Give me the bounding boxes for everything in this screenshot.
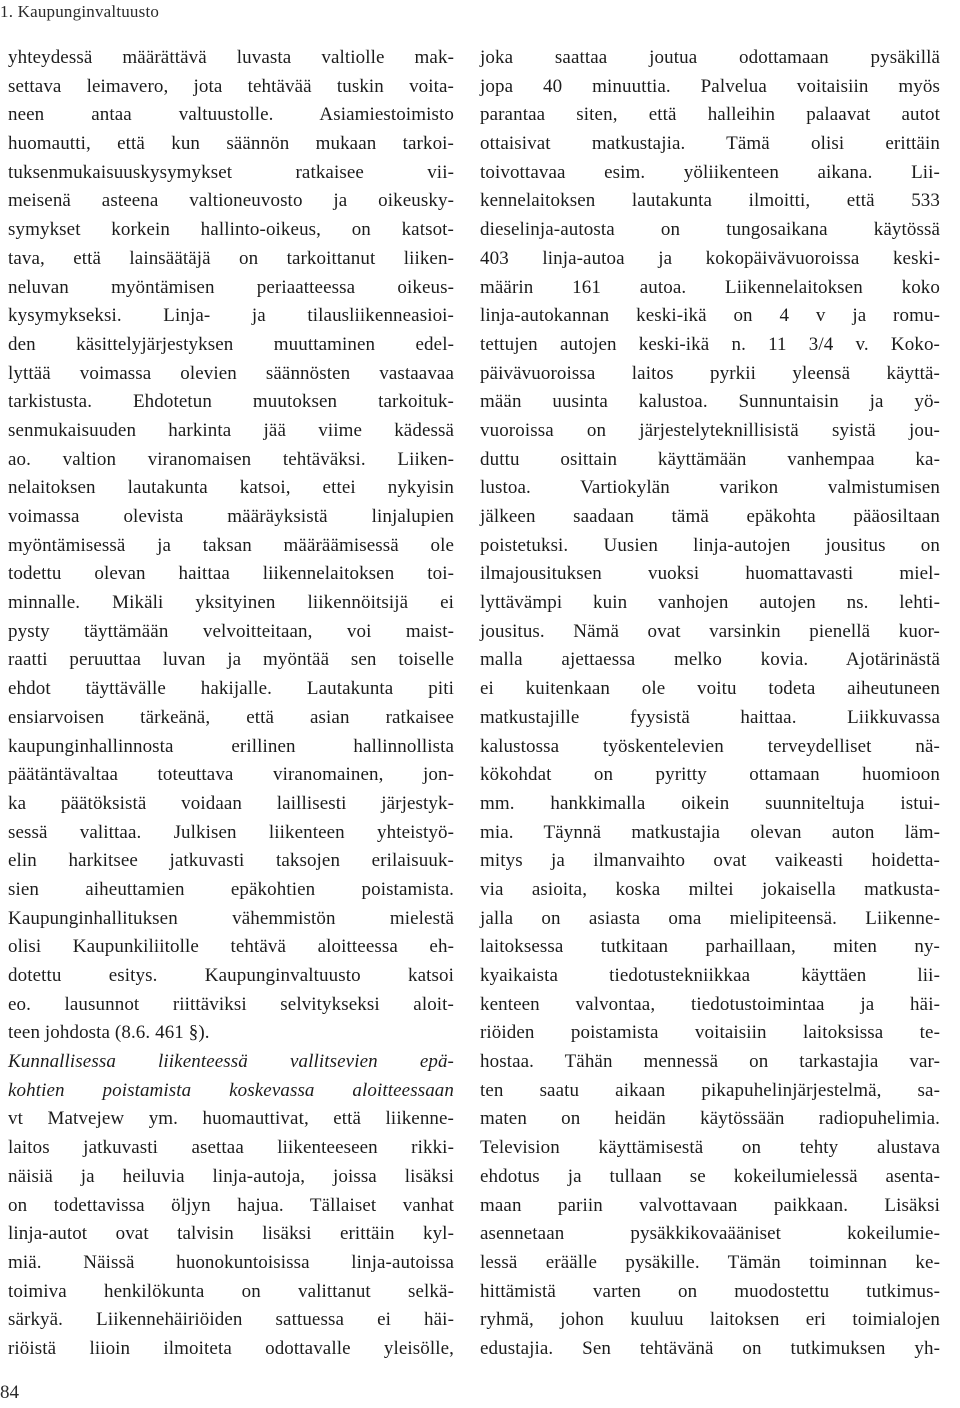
text-line: minnalle. Mikäli yksityinen liikennöitsijä ei — [8, 592, 454, 614]
text-line: settava leimavero, jota tehtävää tuskin voita- — [8, 75, 454, 97]
running-head: 1. Kaupunginvaltuusto — [0, 2, 160, 21]
text-line: Television käyttämisestä on tehty alustava — [480, 1137, 940, 1159]
text-line: päivävuoroissa laitos pyrkii yleensä käyttä- — [480, 362, 940, 384]
text-line: hittämistä varten on muodostettu tutkimus- — [480, 1280, 940, 1302]
text-line: yhteydessä määrättävä luvasta valtiolle mak- — [8, 47, 454, 68]
text-line: miä. Näissä huonokuntoisissa linja-autoissa — [8, 1251, 454, 1273]
text-line: maan pariin valvottavaan paikkaan. Lisäksi — [480, 1194, 940, 1216]
text-line: särkyä. Liikennehäiriöiden sattuessa ei häi- — [8, 1309, 454, 1331]
text-line: linja-autokannan keski-ikä on 4 v ja romu- — [480, 305, 940, 327]
text-line: huomautti, että kun säännön mukaan tarkoi- — [8, 133, 454, 155]
text-line: parantaa siten, että halleihin palaavat autot — [480, 104, 940, 126]
text-line: linja-autot ovat talvisin lisäksi erittäin kyl- — [8, 1223, 454, 1245]
text-line: ka päätöksistä voidaan laillisesti järjestyk- — [8, 792, 454, 814]
text-line: määrin 161 autoa. Liikennelaitoksen koko — [480, 276, 940, 298]
text-line: ehdot täyttävälle hakijalle. Lautakunta piti — [8, 678, 454, 700]
text-line: dotettu esitys. Kaupunginvaltuusto katsoi — [8, 965, 454, 986]
text-line: myöntämisessä ja taksan määräämisessä ole — [8, 534, 454, 556]
text-line: laitoksessa tutkitaan parhaillaan, miten ny- — [480, 936, 940, 958]
text-line: ryhmä, johon kuuluu laitoksen eri toimialojen — [480, 1309, 940, 1331]
text-line: kyaikaista tiedotustekniikkaa käyttäen lii- — [480, 965, 940, 986]
text-line: asennetaan pysäkkikovaääniset kokeilumie- — [480, 1223, 940, 1245]
text-line: teen johdosta (8.6. 461 §). — [8, 1022, 210, 1044]
text-line: jalla on asiasta oma mielipiteensä. Liikenne- — [480, 907, 940, 929]
text-line: duttu osittain käyttämään vanhempaa ka- — [480, 448, 940, 470]
text-line: lyttävämpi kuin vanhojen autojen ns. lehti- — [480, 592, 940, 614]
text-line: jousitus. Nämä ovat varsinkin pienellä kuor- — [480, 620, 940, 642]
text-line: maten on heidän käytössään radiopuhelimia. — [480, 1108, 940, 1130]
text-line: ehdotus ja tullaan se kokeilumielessä asenta- — [480, 1165, 940, 1187]
text-line: ei kuitenkaan ole voitu todeta aiheutuneen — [480, 678, 940, 700]
text-line: riöiden poistamista voitaisiin laitoksissa te- — [480, 1022, 940, 1044]
text-line: nelaitoksen lautakunta katsoi, ettei nykyisin — [8, 477, 454, 499]
text-line: malla ajettaessa melko kovia. Ajotärinästä — [480, 649, 940, 671]
text-line: joka saattaa joutua odottamaan pysäkillä — [480, 47, 940, 68]
text-line: todettu olevan haittaa liikennelaitoksen toi- — [8, 563, 454, 585]
text-line: symykset korkein hallinto-oikeus, on katsot- — [8, 219, 454, 241]
text-line: matkustajille fyysistä haittaa. Liikkuvassa — [480, 706, 940, 728]
text-line: senmukaisuuden harkinta jää viime kädessä — [8, 419, 454, 441]
text-line: vt Matvejew ym. huomauttivat, että liikenne- — [8, 1108, 454, 1130]
text-line: poistetuksi. Uusien linja-autojen jousitus on — [480, 534, 940, 556]
text-line: kenteen valvontaa, tiedotustoimintaa ja häi- — [480, 993, 940, 1015]
text-line: mitys ja ilmanvaihto ovat vaikeasti hoidetta- — [480, 850, 940, 872]
text-line: neen antaa valtuustolle. Asiamiestoimisto — [8, 104, 454, 126]
text-line: dieselinja-autosta on tungosaikana käytössä — [480, 219, 940, 241]
text-line: ten saatu aikaan pikapuhelinjärjestelmä, sa- — [480, 1079, 940, 1101]
text-line: meisenä asteena valtioneuvosto ja oikeusky- — [8, 190, 454, 212]
left-column — [8, 44, 454, 1364]
text-line: den käsittelyjärjestyksen muuttaminen edel- — [8, 333, 454, 355]
text-line: lustoa. Vartiokylän varikon valmistumisen — [480, 477, 940, 499]
text-line: olisi Kaupunkiliitolle tehtävä aloitteessa eh- — [8, 936, 454, 958]
text-line: ilmajousituksen vuoksi huomattavasti miel- — [480, 563, 940, 585]
text-line: laitos jatkuvasti asettaa liikenteeseen rikki- — [8, 1137, 454, 1159]
page-number: 84 — [0, 1382, 19, 1403]
text-line: neluvan myöntämisen periaatteessa oikeus- — [8, 276, 454, 298]
text-line: kennelaitoksen lautakunta ilmoitti, että 533 — [480, 190, 940, 212]
text-line: pysty täyttämään velvoitteitaan, voi maist- — [8, 620, 454, 642]
text-line: tarkistusta. Ehdotetun muutoksen tarkoituk- — [8, 391, 454, 413]
text-line: mään uusinta kalustoa. Sunnuntaisin ja yö- — [480, 391, 940, 413]
text-line: kysymykseksi. Linja- ja tilausliikenneasioi- — [8, 305, 454, 327]
text-line: jopa 40 minuuttia. Palvelua voitaisiin myös — [480, 75, 940, 97]
text-line: ensiarvoisen tärkeänä, että asian ratkaisee — [8, 706, 454, 728]
text-line: voimassa olevista määräyksistä linjalupien — [8, 506, 454, 527]
text-line: ao. valtion viranomaisen tehtäväksi. Liiken- — [8, 448, 454, 470]
text-line: riöistä liioin ilmoiteta odottavalle yleisölle, — [8, 1337, 454, 1359]
text-line: ottaisivat matkustajia. Tämä olisi erittäin — [480, 133, 940, 155]
text-line: vuoroissa on järjestelyteknillisistä syistä jou- — [480, 419, 940, 441]
text-line: tettujen autojen keski-ikä n. 11 3/4 v. Koko- — [480, 333, 940, 355]
italic-text-line: kohtien poistamista koskevassa aloitteessaan — [8, 1079, 454, 1101]
text-line: lyttää voimassa olevien säännösten vastaavaa — [8, 362, 454, 384]
text-line: jälkeen saadaan tämä epäkohta pääosiltaan — [480, 506, 940, 527]
text-line: eo. lausunnot riittäviksi selvitykseksi aloit- — [8, 993, 454, 1015]
text-line: kaupunginhallinnosta erillinen hallinnollista — [8, 735, 454, 757]
text-line: sessä valittaa. Julkisen liikenteen yhteistyö- — [8, 821, 454, 843]
text-line: mm. hankkimalla oikein suunniteltuja istui- — [480, 792, 940, 814]
text-line: toivottavaa esim. yöliikenteen aikana. Lii- — [480, 161, 940, 183]
text-line: raatti peruuttaa luvan ja myöntää sen toiselle — [8, 649, 454, 671]
text-line: kökohdat on pyritty ottamaan huomioon — [480, 764, 940, 786]
text-line: sien aiheuttamien epäkohtien poistamista. — [8, 878, 454, 900]
text-line: 403 linja-autoa ja kokopäivävuoroissa keski- — [480, 247, 940, 269]
text-line: päätäntävaltaa toteuttava viranomainen, jon- — [8, 764, 454, 786]
text-line: näisiä ja heiluvia linja-autoja, joissa lisäksi — [8, 1165, 454, 1187]
text-line: via asioita, koska miltei jokaisella matkusta- — [480, 878, 940, 900]
text-line: mia. Täynnä matkustajia olevan auton läm- — [480, 821, 940, 843]
italic-text-line: Kunnallisessa liikenteessä vallitsevien epä- — [8, 1051, 454, 1073]
right-column — [480, 44, 940, 1364]
text-line: lessä eräälle pysäkille. Tämän toiminnan ke- — [480, 1251, 940, 1273]
text-line: kalustossa työskentelevien terveydelliset nä- — [480, 735, 940, 757]
text-line: on todettavissa öljyn hajua. Tällaiset vanhat — [8, 1194, 454, 1216]
text-line: tava, että lainsäätäjä on tarkoittanut liiken- — [8, 247, 454, 269]
text-line: tuksenmukaisuuskysymykset ratkaisee vii- — [8, 161, 454, 183]
text-line: Kaupunginhallituksen vähemmistön mielestä — [8, 907, 454, 929]
text-line: toimiva henkilökunta on valittanut selkä- — [8, 1280, 454, 1302]
text-line: edustajia. Sen tehtävänä on tutkimuksen yh- — [480, 1337, 940, 1359]
text-line: hostaa. Tähän mennessä on tarkastajia var- — [480, 1051, 940, 1073]
text-line: elin harkitsee jatkuvasti taksojen erilaisuuk- — [8, 850, 454, 872]
